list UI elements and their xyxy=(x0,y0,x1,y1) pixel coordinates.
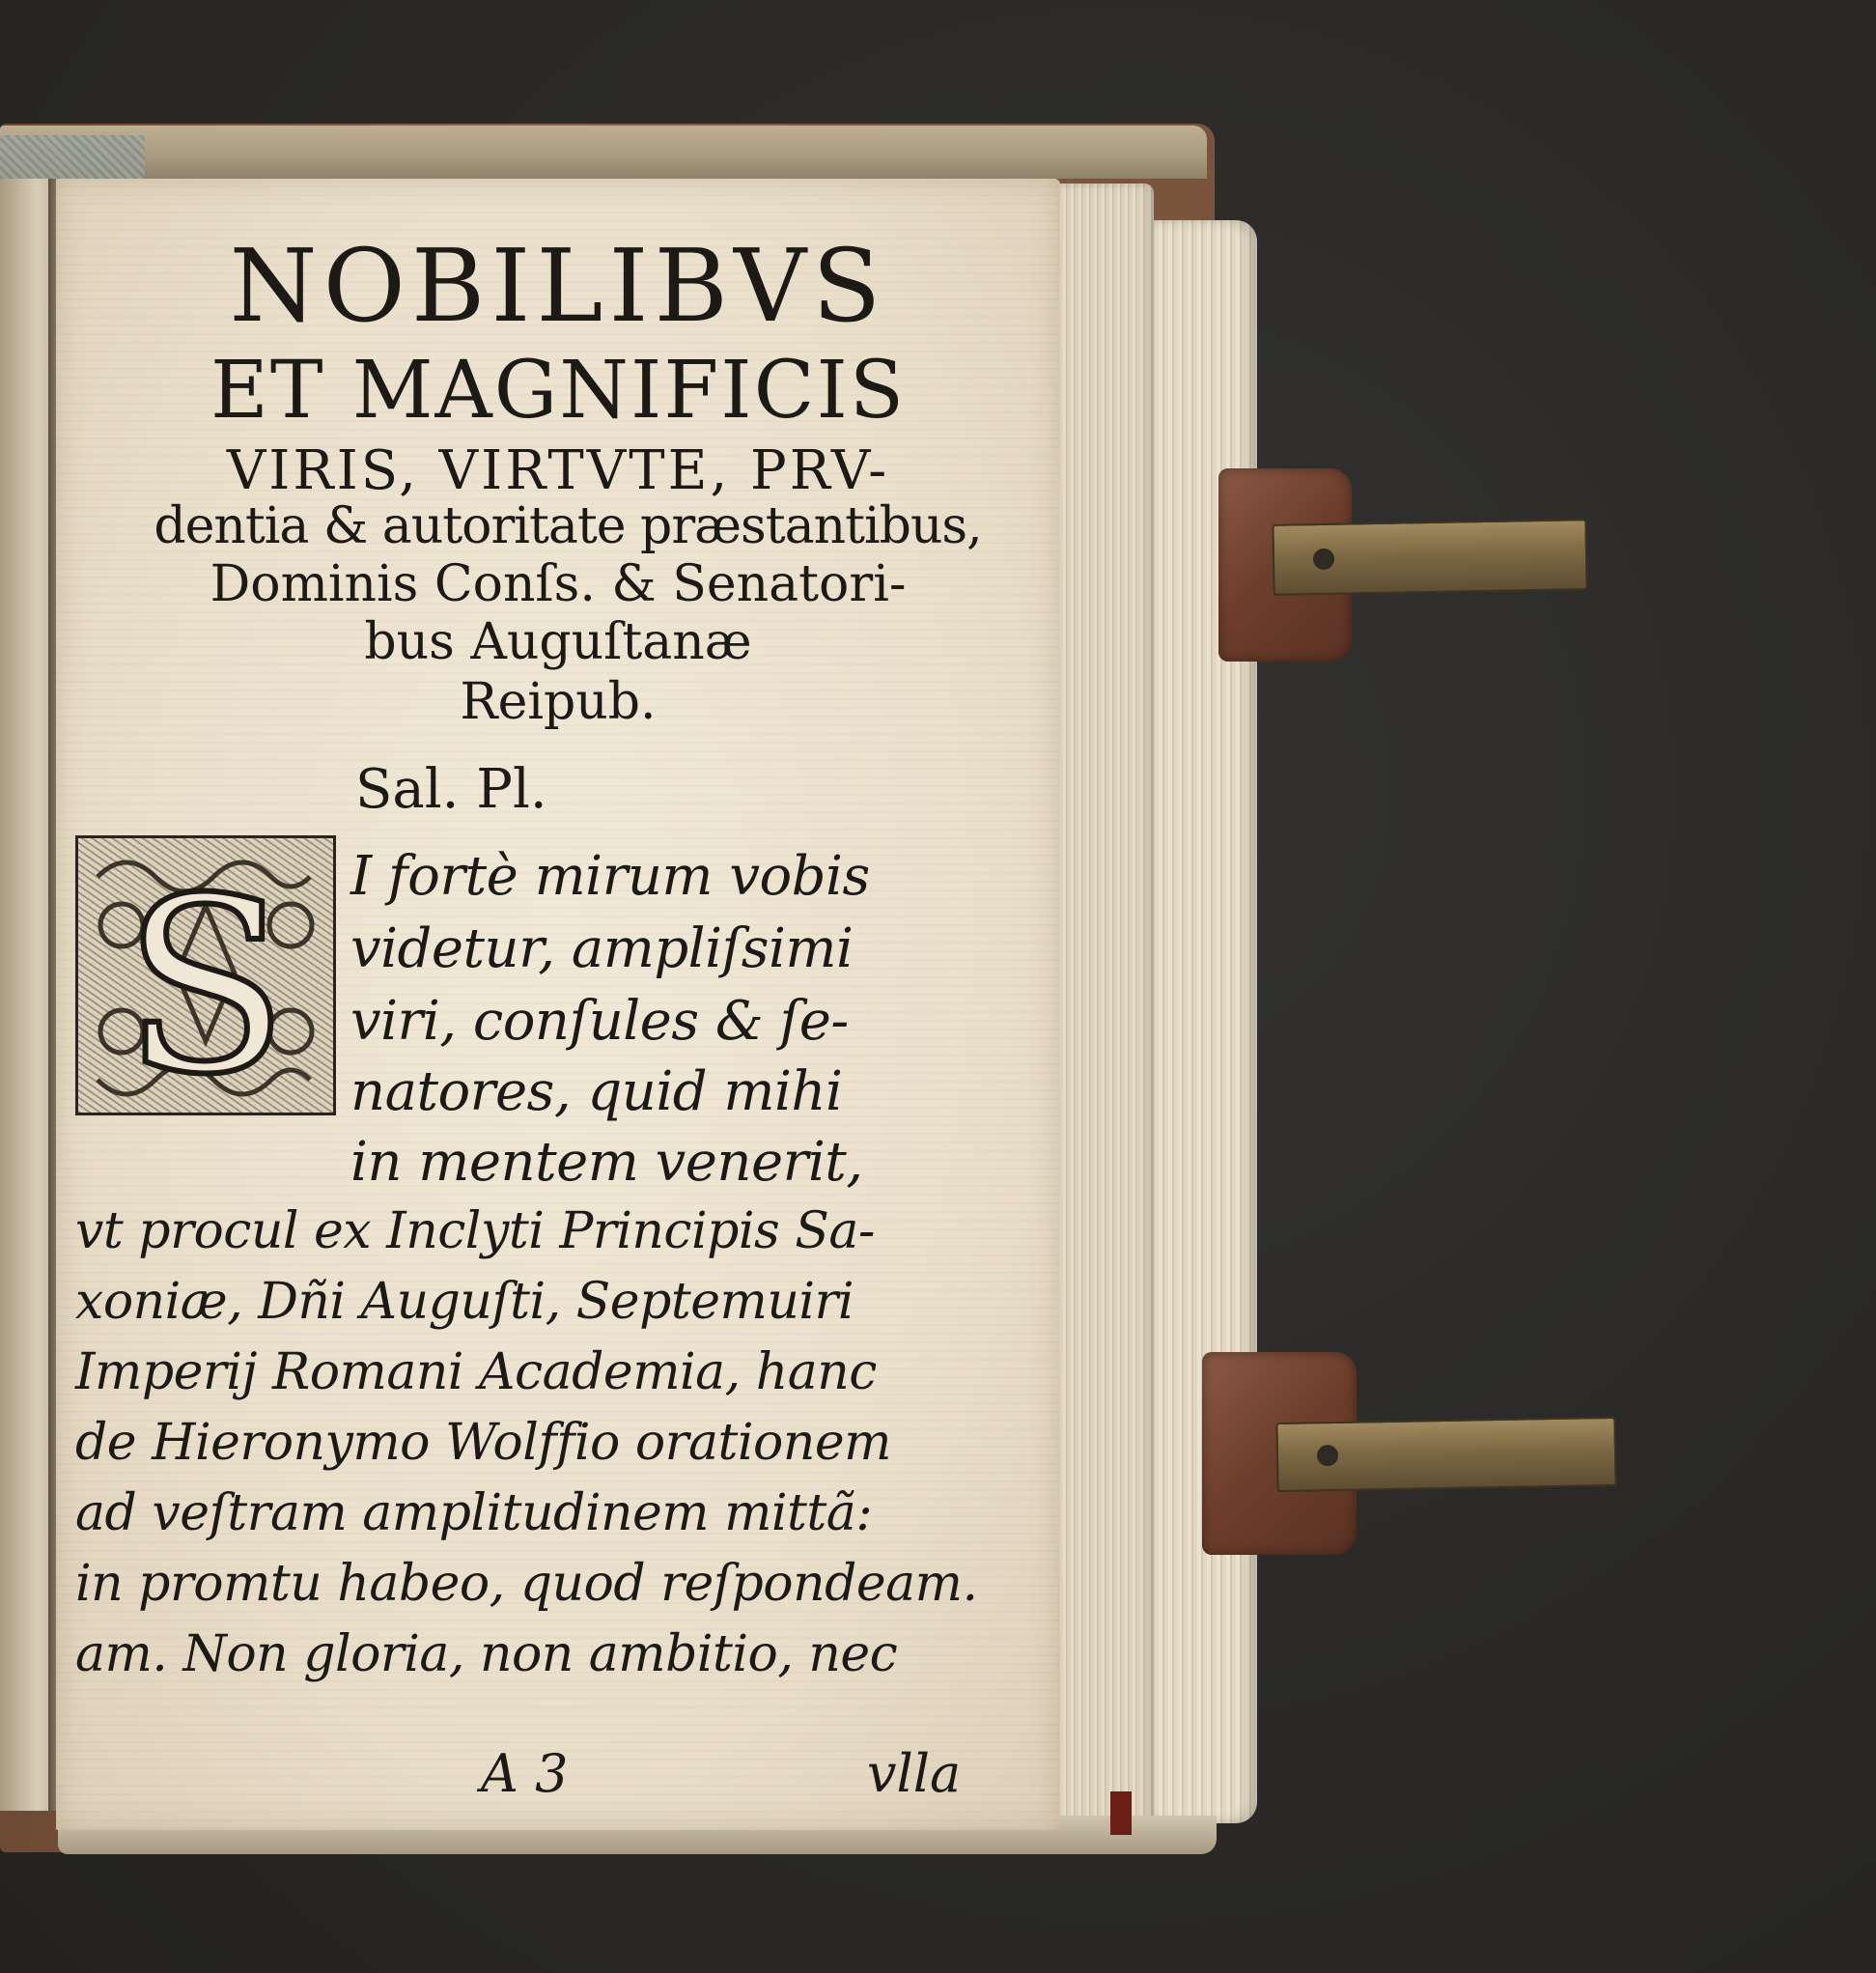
body-line-12: am. Non gloria, non ambitio, nec xyxy=(75,1625,898,1683)
page-edges xyxy=(1048,183,1154,1845)
body-line-2: videtur, ampliſsimi xyxy=(350,917,854,980)
title-line-3: VIRIS, VIRTVTE, PRV- xyxy=(226,439,890,502)
recto-page xyxy=(56,179,1060,1830)
body-line-8: Imperij Romani Academia, hanc xyxy=(75,1343,877,1401)
body-line-9: de Hieronymo Wolffio orationem xyxy=(75,1414,891,1472)
title-line-4: dentia & autoritate præstantibus, xyxy=(154,497,982,555)
title-line-1: NOBILIBVS xyxy=(229,227,887,345)
lower-clasp-rivet xyxy=(1317,1445,1338,1466)
spine-band xyxy=(0,135,145,179)
catchword: vlla xyxy=(867,1743,962,1804)
upper-clasp-metal xyxy=(1272,519,1587,596)
title-line-7: Reipub. xyxy=(460,673,657,731)
verso-page-edge xyxy=(0,179,53,1811)
body-line-11: in promtu habeo, quod reſpondeam. xyxy=(75,1555,978,1613)
back-board-edge xyxy=(1139,220,1257,1823)
bookmark-ribbon xyxy=(1110,1791,1132,1835)
initial-ornament-icon xyxy=(78,838,333,1113)
upper-clasp-rivet xyxy=(1313,549,1334,570)
initial-letter: S xyxy=(123,846,289,1113)
cover-top-edge xyxy=(0,126,1207,179)
body-line-10: ad veſtram amplitudinem mittã: xyxy=(75,1484,873,1542)
lower-clasp-metal xyxy=(1275,1417,1616,1492)
body-line-1: I fortè mirum vobis xyxy=(350,845,870,908)
body-line-6: vt procul ex Inclyti Principis Sa- xyxy=(75,1202,875,1260)
title-line-5: Dominis Conſs. & Senatori- xyxy=(210,555,907,613)
page-text xyxy=(56,179,1060,1830)
body-line-5: in mentem venerit, xyxy=(350,1131,863,1194)
title-line-2: ET MAGNIFICIS xyxy=(210,345,907,437)
body-line-4: natores, quid mihi xyxy=(350,1060,843,1123)
decorated-initial xyxy=(75,835,336,1115)
salutation: Sal. Pl. xyxy=(355,758,547,821)
body-line-7: xoniæ, Dñi Auguſti, Septemuiri xyxy=(75,1273,854,1331)
body-line-3: viri, conſules & ſe- xyxy=(350,990,849,1053)
title-line-6: bus Auguſtanæ xyxy=(364,613,752,671)
signature-mark: A 3 xyxy=(481,1743,569,1804)
